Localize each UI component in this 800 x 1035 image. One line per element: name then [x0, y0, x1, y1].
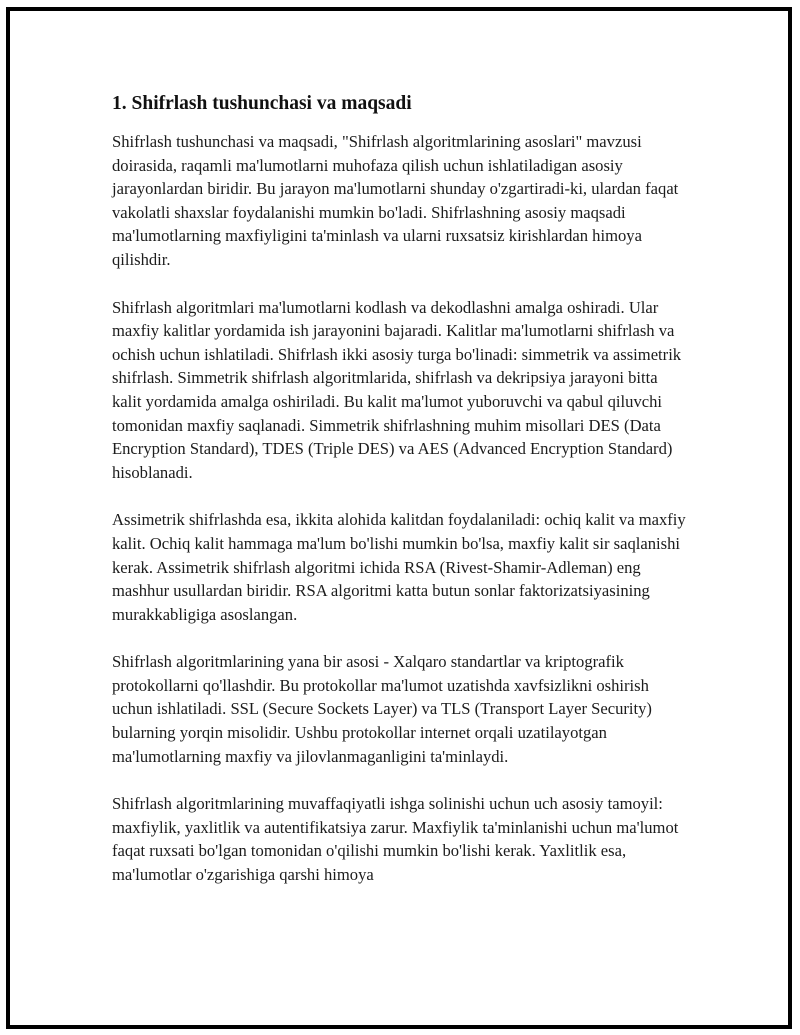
paragraph-5: Shifrlash algoritmlarining muvaffaqiyatli ishga solinishi uchun uch asosiy tamoyil: maxfiylik, yaxlitlik va autentifikatsiya zarur. Maxfiylik ta'minlanishi uchun ma'lumot faqat ruxsati bo'lgan tomonidan o'qilishi mumkin bo'lishi kerak. Yaxlitlik esa, ma'lumotlar o'zgarishiga qarshi himoya [112, 794, 679, 885]
document-body [112, 92, 687, 911]
paragraph-1: Shifrlash tushunchasi va maqsadi, "Shifrlash algoritmlarining asoslari" mavzusi doirasida, raqamli ma'lumotlarni muhofaza qilish uchun ishlatiladigan asosiy jarayonlardan biridir. Bu jarayon ma'lumotlarni shunday o'zgartiradi-ki, ulardan faqat vakolatli shaxslar foydalanishi mumkin bo'ladi. Shifrlashning asosiy maqsadi ma'lumotlarning maxfiyligini ta'minlash va ularni ruxsatsiz kirishlardan himoya qilishdir. [112, 132, 679, 269]
paragraph-4: Shifrlash algoritmlarining yana bir asosi - Xalqaro standartlar va kriptografik protokollarni qo'llashdir. Bu protokollar ma'lumot uzatishda xavfsizlikni oshirish uchun ishlatiladi. SSL (Secure Sockets Layer) va TLS (Transport Layer Security) bularning yorqin misolidir. Ushbu protokollar internet orqali uzatilayotgan ma'lumotlarning maxfiy va jilovlanmaganligini ta'minlaydi. [112, 652, 652, 766]
section-heading: 1. Shifrlash tushunchasi va maqsadi [112, 93, 412, 114]
paragraph-2: Shifrlash algoritmlari ma'lumotlarni kodlash va dekodlashni amalga oshiradi. Ular maxfiy kalitlar yordamida ish jarayonini bajaradi. Kalitlar ma'lumotlarni shifrlash va ochish uchun ishlatiladi. Shifrlash ikki asosiy turga bo'linadi: simmetrik va assimetrik shifrlash. Simmetrik shifrlash algoritmlarida, shifrlash va dekripsiya jarayoni bitta kalit yordamida amalga oshiriladi. Bu kalit ma'lumot yuboruvchi va qabul qiluvchi tomonidan maxfiy saqlanadi. Simmetrik shifrlashning muhim misollari DES (Data Encryption Standard), TDES (Triple DES) va AES (Advanced Encryption Standard) hisoblanadi. [112, 297, 682, 482]
paragraph-3: Assimetrik shifrlashda esa, ikkita alohida kalitdan foydalaniladi: ochiq kalit va maxfiy kalit. Ochiq kalit hammaga ma'lum bo'lishi mumkin bo'lsa, maxfiy kalit sir saqlanishi kerak. Assimetrik shifrlash algoritmi ichida RSA (Rivest-Shamir-Adleman) eng mashhur usullardan biridir. RSA algoritmi katta butun sonlar faktorizatsiyasining murakkabligiga asoslangan. [112, 510, 686, 624]
